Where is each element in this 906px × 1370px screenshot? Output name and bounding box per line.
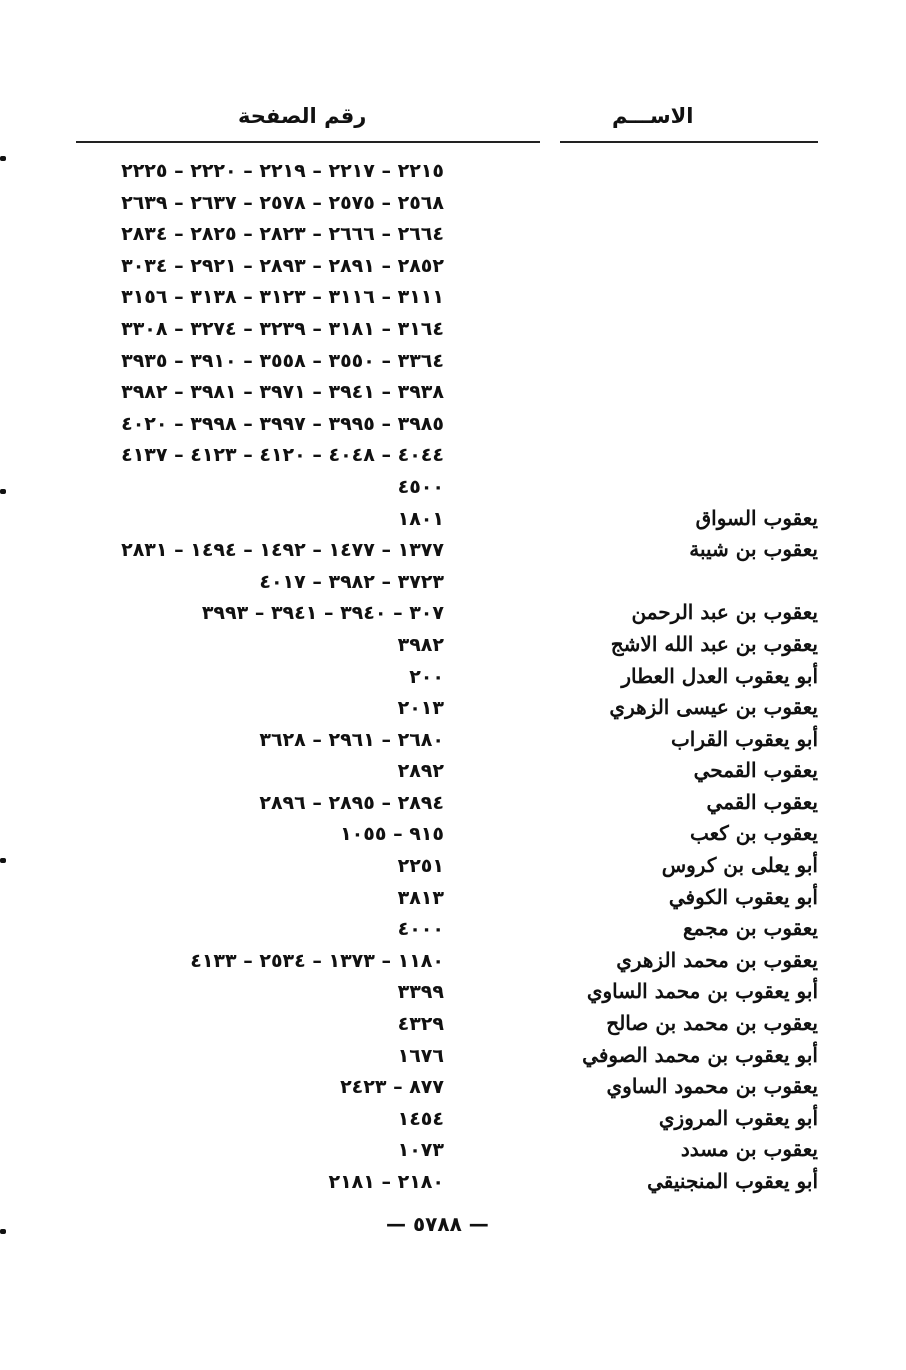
index-entry [0,790,906,822]
entry-name: يعقوب بن مسدد [680,1137,818,1162]
index-entry [0,853,906,885]
entry-page-numbers: ٢٠٠ [409,665,444,688]
entry-page-numbers: ٤٠٠٠ [397,918,444,941]
entry-name: أبو يعقوب بن محمد الصوفي [582,1042,818,1067]
entry-page-numbers: ٤٥٠٠ [397,475,444,498]
index-entry [0,1074,906,1106]
entry-page-numbers: ٢٦٨٠ – ٢٩٦١ – ٣٦٢٨ [259,728,444,751]
index-entry [0,1011,906,1043]
index-entry [0,1169,906,1201]
index-entries [0,158,906,1201]
entry-page-numbers: ٣٩٨٥ – ٣٩٩٥ – ٣٩٩٧ – ٣٩٩٨ – ٤٠٢٠ [121,412,444,435]
entry-page-numbers: ٢٨٩٤ – ٢٨٩٥ – ٢٨٩٦ [259,791,444,814]
pages-header-rule [76,141,540,143]
index-entry [0,474,906,506]
index-entry [0,600,906,632]
index-entry [0,506,906,538]
index-entry [0,885,906,917]
entry-name: يعقوب بن كعب [689,821,818,846]
entry-page-numbers: ٢٨٥٢ – ٢٨٩١ – ٢٨٩٣ – ٢٩٢١ – ٣٠٣٤ [121,254,444,277]
index-entry [0,1043,906,1075]
entry-name: يعقوب بن عبد الله الاشج [610,631,818,656]
index-entry [0,253,906,285]
pages-column-header: رقم الصفحة [238,104,367,128]
index-entry [0,190,906,222]
index-entry [0,411,906,443]
entry-page-numbers: ٢٠١٣ [397,697,444,720]
index-entry [0,979,906,1011]
index-entry [0,916,906,948]
index-entry [0,537,906,569]
index-entry [0,695,906,727]
index-entry [0,379,906,411]
entry-page-numbers: ٢٥٦٨ – ٢٥٧٥ – ٢٥٧٨ – ٢٦٣٧ – ٢٦٣٩ [121,191,444,214]
page-number: — ٥٧٨٨ — [386,1212,489,1236]
entry-page-numbers: ٤٠٤٤ – ٤٠٤٨ – ٤١٢٠ – ٤١٢٣ – ٤١٣٧ [121,444,444,467]
entry-page-numbers: ٣٨١٣ [397,886,444,909]
index-entry [0,821,906,853]
entry-page-numbers: ٤٣٢٩ [397,1013,444,1036]
index-entry [0,284,906,316]
entry-page-numbers: ٢٨٩٢ [397,760,444,783]
entry-name: أبو يعقوب الكوفي [668,884,818,909]
index-entry [0,632,906,664]
index-entry [0,948,906,980]
entry-page-numbers: ٣١٦٤ – ٣١٨١ – ٣٢٣٩ – ٣٢٧٤ – ٣٣٠٨ [121,317,444,340]
entry-page-numbers: ٣٣٦٤ – ٣٥٥٠ – ٣٥٥٨ – ٣٩١٠ – ٣٩٣٥ [121,349,444,372]
entry-page-numbers: ١٠٧٣ [397,1139,444,1162]
entry-page-numbers: ١٨٠١ [397,507,444,530]
entry-name: يعقوب بن عيسى الزهري [609,695,818,720]
entry-name: أبو يعقوب العدل العطار [621,663,818,688]
scan-edge-mark [0,156,6,161]
index-entry [0,1106,906,1138]
scan-edge-mark [0,1229,6,1234]
entry-page-numbers: ٩١٥ – ١٠٥٥ [340,823,444,846]
index-entry [0,442,906,474]
entry-page-numbers: ١٦٧٦ [397,1044,444,1067]
entry-name: يعقوب القمحي [693,758,818,783]
name-column-header: الاســـم [612,104,694,128]
entry-page-numbers: ٣٩٨٢ [397,633,444,656]
entry-name: أبو يعقوب القراب [670,726,818,751]
index-entry [0,569,906,601]
entry-page-numbers: ١٣٧٧ – ١٤٧٧ – ١٤٩٢ – ١٤٩٤ – ٢٨٣١ [121,539,444,562]
entry-name: أبو يعقوب المنجنيقي [647,1169,818,1193]
entry-page-numbers: ٨٧٧ – ٢٤٢٣ [340,1076,444,1099]
index-entry [0,316,906,348]
entry-page-numbers: ٣١١١ – ٣١١٦ – ٣١٢٣ – ٣١٣٨ – ٣١٥٦ [121,286,444,309]
entry-page-numbers: ٣٩٣٨ – ٣٩٤١ – ٣٩٧١ – ٣٩٨١ – ٣٩٨٢ [121,381,444,404]
entry-name: أبو يعلى بن كروس [661,853,818,878]
entry-name: أبو يعقوب بن محمد الساوي [586,979,818,1004]
entry-page-numbers: ٢٢٥١ [397,855,444,878]
name-header-rule [560,141,818,143]
entry-page-numbers: ٣٧٢٣ – ٣٩٨٢ – ٤٠١٧ [259,570,444,593]
index-entry [0,664,906,696]
entry-name: أبو يعقوب المروزي [658,1105,818,1130]
entry-name: يعقوب بن محمد بن صالح [606,1011,818,1036]
entry-name: يعقوب بن شيبة [689,537,818,562]
entry-name: يعقوب القمي [706,789,818,814]
entry-page-numbers: ١٤٥٤ [397,1107,444,1130]
index-entry [0,727,906,759]
scan-edge-mark [0,858,6,863]
index-entry [0,758,906,790]
index-entry [0,348,906,380]
entry-name: يعقوب السواق [695,505,818,530]
entry-page-numbers: ٢٢١٥ – ٢٢١٧ – ٢٢١٩ – ٢٢٢٠ – ٢٢٢٥ [121,160,444,182]
entry-name: يعقوب بن عبد الرحمن [631,600,818,625]
entry-page-numbers: ٣٣٩٩ [397,981,444,1004]
entry-name: يعقوب بن محمود الساوي [606,1074,818,1099]
entry-page-numbers: ٢١٨٠ – ٢١٨١ [328,1171,444,1193]
index-entry [0,158,906,190]
entry-page-numbers: ٣٠٧ – ٣٩٤٠ – ٣٩٤١ – ٣٩٩٣ [201,602,444,625]
index-entry [0,221,906,253]
scan-edge-mark [0,489,6,494]
entry-name: يعقوب بن مجمع [682,916,818,941]
entry-page-numbers: ٢٦٦٤ – ٢٦٦٦ – ٢٨٢٣ – ٢٨٢٥ – ٢٨٣٤ [121,223,444,246]
entry-name: يعقوب بن محمد الزهري [616,947,818,972]
index-entry [0,1137,906,1169]
entry-page-numbers: ١١٨٠ – ١٣٧٣ – ٢٥٣٤ – ٤١٣٣ [190,949,444,972]
